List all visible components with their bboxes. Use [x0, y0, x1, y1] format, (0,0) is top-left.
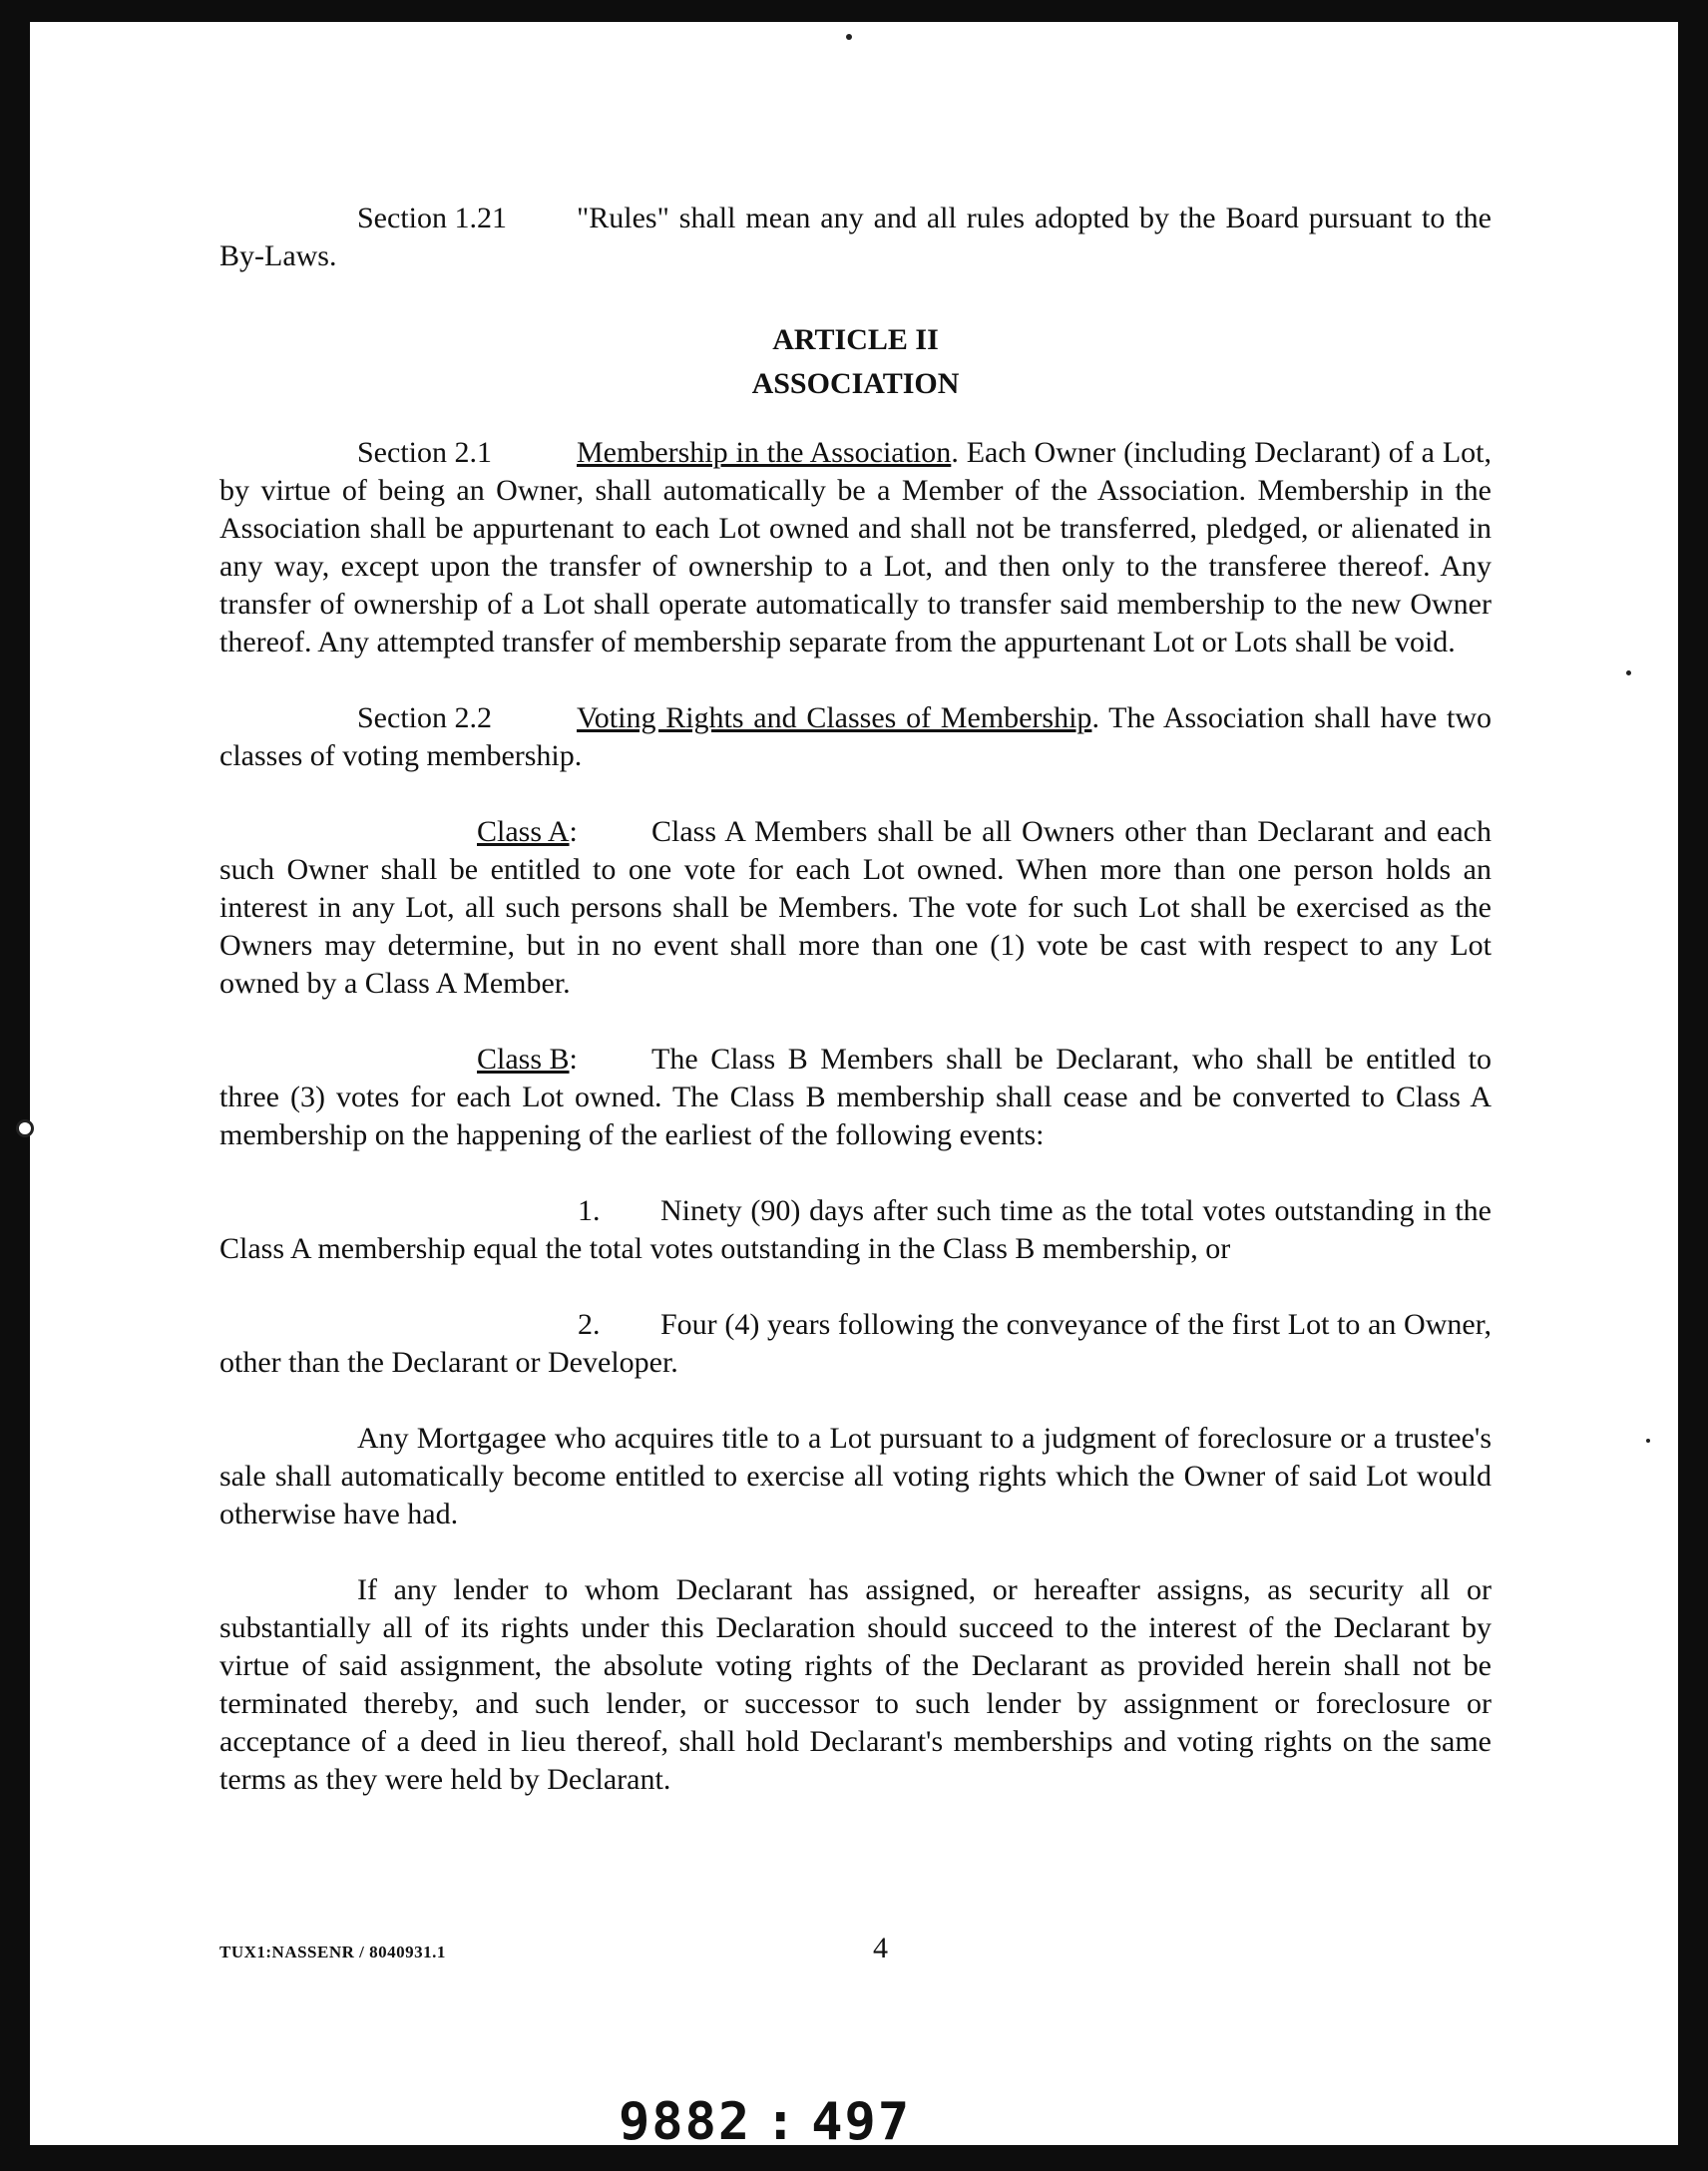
- event-text: Four (4) years following the conveyance of the first Lot to an Owner, other than the Declarant or Developer.: [219, 1308, 1492, 1379]
- document-body: [219, 200, 1492, 1799]
- article-title: ASSOCIATION: [751, 367, 960, 400]
- class-text: The Class B Members shall be Declarant, who shall be entitled to three (3) votes for each Lot owned. The Class B membership shall cease and be converted to Class A membership on the happening of the earliest of the following events:: [219, 1043, 1492, 1151]
- section-heading: Voting Rights and Classes of Membership: [577, 701, 1092, 734]
- recording-stamp: 9882 : 497: [619, 2092, 912, 2152]
- lender-paragraph: If any lender to whom Declarant has assigned, or hereafter assigns, as security all or substantially all of its rights under this Declaration should succeed to the interest of the Declarant by virtue of said assignment, the absolute voting rights of the Declarant as provided herein shall not be terminated thereby, and such lender, or successor to such lender by assignment or foreclosure or acceptance of a deed in lieu thereof, shall hold Declarant's memberships and voting rights on the same terms as they were held by Declarant.: [219, 1573, 1492, 1796]
- event-text: Ninety (90) days after such time as the total votes outstanding in the Class A membership equal the total votes outstanding in the Class B membership, or: [219, 1194, 1492, 1265]
- stamp-page: 497: [811, 2092, 912, 2152]
- event-number: 1.: [578, 1194, 601, 1227]
- section-1-21: [219, 200, 1492, 275]
- class-text: Class A Members shall be all Owners other than Declarant and each such Owner shall be entitled to one vote for each Lot owned. When more than one person holds an interest in any Lot, all such persons shall be Members. The vote for such Lot shall be exercised as the Owners may determine, but in no event shall more than one (1) vote be cast with respect to any Lot owned by a Class A Member.: [219, 815, 1492, 1000]
- event-item: [219, 1192, 1492, 1268]
- stamp-book: 9882: [619, 2092, 752, 2152]
- section-number: Section 1.21: [357, 202, 507, 234]
- section-2-2: [219, 699, 1492, 775]
- event-number: 2.: [578, 1308, 601, 1341]
- section-2-1: [219, 434, 1492, 661]
- scan-speck: [1626, 670, 1631, 675]
- document-page: [30, 22, 1678, 2152]
- scan-speck: [846, 34, 852, 40]
- section-text: . The Association shall have two classes of voting membership.: [219, 701, 1492, 772]
- section-text: "Rules" shall mean any and all rules adopted by the Board pursuant to the By-Laws.: [219, 202, 1492, 272]
- class-a-paragraph: Class A: Class A Members shall be all Owners other than Declarant and each such Owner shall be entitled to one vote for each Lot owned. When more than one person holds an interest in any Lot, all such persons shall be Members. The vote for such Lot shall be exercised as the Owners may determine, but in no event shall more than one (1) vote be cast with respect to any Lot owned by a Class A Member.: [219, 815, 1492, 1000]
- footer-document-code: TUX1:NASSENR / 8040931.1: [219, 1943, 446, 1961]
- section-heading: Membership in the Association: [577, 436, 952, 469]
- scan-speck: [1646, 1439, 1650, 1443]
- section-number: Section 2.2: [357, 701, 492, 734]
- mortgagee-paragraph: Any Mortgagee who acquires title to a Lot pursuant to a judgment of foreclosure or a trustee's sale shall automatically become entitled to exercise all voting rights which the Owner of said Lot would otherwise have had.: [219, 1422, 1492, 1530]
- scan-speck: [16, 1119, 34, 1137]
- class-b-paragraph: Class B: The Class B Members shall be Declarant, who shall be entitled to three (3) votes for each Lot owned. The Class B membership shall cease and be converted to Class A membership on the happening of the earliest of the following events:: [219, 1043, 1492, 1151]
- article-heading: [219, 318, 1492, 406]
- class-label: Class B: [477, 1043, 570, 1076]
- event-item: [219, 1306, 1492, 1382]
- section-number: Section 2.1: [357, 436, 492, 469]
- section-text: . Each Owner (including Declarant) of a Lot, by virtue of being an Owner, shall automatically be a Member of the Association. Membership in the Association shall be appurtenant to each Lot owned and shall not be transferred, pledged, or alienated in any way, except upon the transfer of ownership to a Lot, and then only to the transferee thereof. Any transfer of ownership of a Lot shall operate automatically to transfer said membership to the new Owner thereof. Any attempted transfer of membership separate from the appurtenant Lot or Lots shall be void.: [219, 436, 1493, 658]
- page-number: 4: [873, 1932, 888, 1964]
- class-label: Class A: [477, 815, 570, 848]
- article-number: ARTICLE II: [772, 323, 939, 356]
